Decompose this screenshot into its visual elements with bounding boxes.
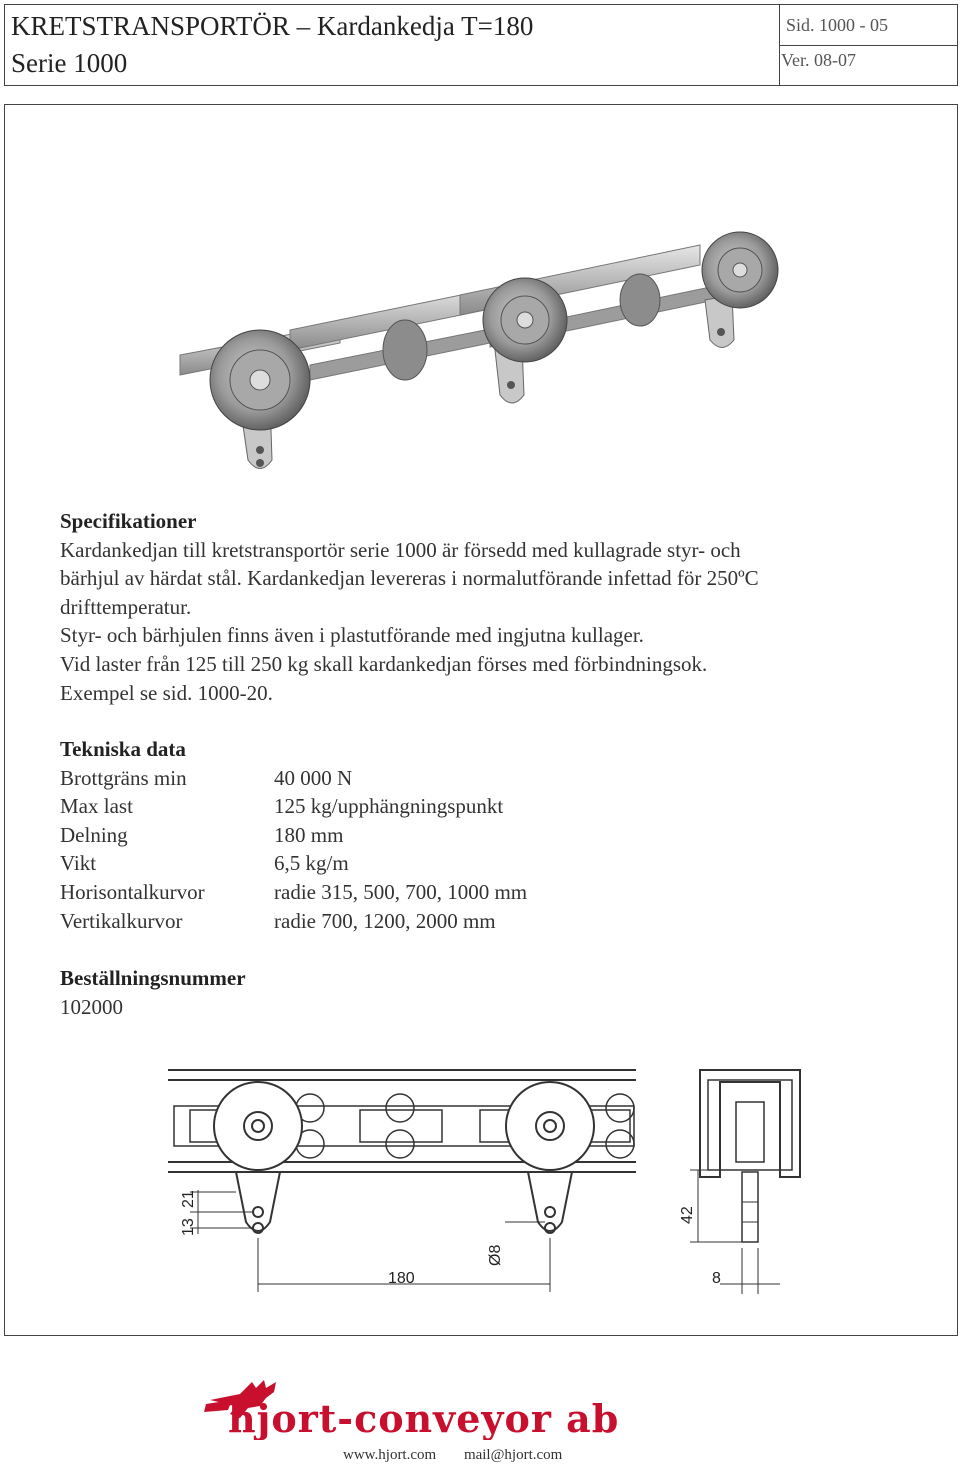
- tech-value: 180 mm: [274, 822, 344, 847]
- website-link[interactable]: www.hjort.com: [343, 1447, 437, 1463]
- spec-line: Vid laster från 125 till 250 kg skall kardankedjan förses med förbindningsok.: [60, 651, 708, 676]
- header-title-cell: [5, 5, 780, 85]
- tech-row: [60, 821, 920, 850]
- tech-value: 125 kg/upphängningspunkt: [274, 794, 504, 819]
- product-photo: [160, 215, 800, 505]
- logo-text: hjort-conveyor ab: [228, 1396, 620, 1440]
- spec-line: Styr- och bärhjulen finns även i plastutförande med ingjutna kullager.: [60, 623, 644, 648]
- technical-drawing: [160, 1062, 820, 1302]
- tech-value: radie 315, 500, 700, 1000 mm: [274, 879, 528, 904]
- tech-label: Brottgräns min: [60, 765, 187, 790]
- version-label: Ver. 08-07: [781, 50, 856, 70]
- specifications-section: [60, 507, 920, 707]
- tech-row: [60, 849, 920, 878]
- specifications-heading: Specifikationer: [60, 509, 197, 533]
- tech-row: [60, 907, 920, 936]
- document-title: KRETSTRANSPORTÖR – Kardankedja T=180: [11, 11, 534, 41]
- spec-line: bärhjul av härdat stål. Kardankedjan levereras i normalutförande infettad för 250ºC: [60, 566, 759, 591]
- tech-value: radie 700, 1200, 2000 mm: [274, 908, 496, 933]
- header-page-cell: [780, 5, 957, 46]
- tech-label: Vikt: [60, 851, 97, 876]
- dim-180-label: 180: [388, 1270, 415, 1287]
- tech-row: [60, 764, 920, 793]
- spec-line: drifttemperatur.: [60, 594, 192, 619]
- tech-row: [60, 792, 920, 821]
- tech-label: Vertikalkurvor: [60, 908, 183, 933]
- page-header: [4, 4, 958, 86]
- technical-data-heading: Tekniska data: [60, 737, 186, 761]
- dim-21-label: 21: [180, 1190, 197, 1208]
- tech-label: Horisontalkurvor: [60, 879, 205, 904]
- dim-13-label: 13: [180, 1218, 197, 1236]
- dim-8-label: 8: [712, 1270, 721, 1287]
- spec-line: Kardankedjan till kretstransportör serie 1000 är försedd med kullagrade styr- och: [60, 537, 741, 562]
- order-number-value: 102000: [60, 994, 123, 1019]
- company-logo: [200, 1378, 720, 1440]
- technical-data-section: [60, 735, 920, 935]
- series-label: Serie 1000: [11, 48, 128, 78]
- dim-42-label: 42: [679, 1206, 696, 1224]
- page-number: Sid. 1000 - 05: [786, 15, 889, 35]
- tech-value: 6,5 kg/m: [274, 851, 349, 876]
- email-link[interactable]: mail@hjort.com: [463, 1447, 563, 1463]
- tech-row: [60, 878, 920, 907]
- spec-line: Exempel se sid. 1000-20.: [60, 680, 273, 705]
- dim-diameter-label: Ø8: [487, 1244, 504, 1266]
- page-footer: [343, 1447, 562, 1464]
- tech-value: 40 000 N: [274, 765, 353, 790]
- order-number-section: [60, 964, 920, 1021]
- order-number-heading: Beställningsnummer: [60, 966, 246, 990]
- tech-label: Max last: [60, 794, 133, 819]
- tech-label: Delning: [60, 822, 128, 847]
